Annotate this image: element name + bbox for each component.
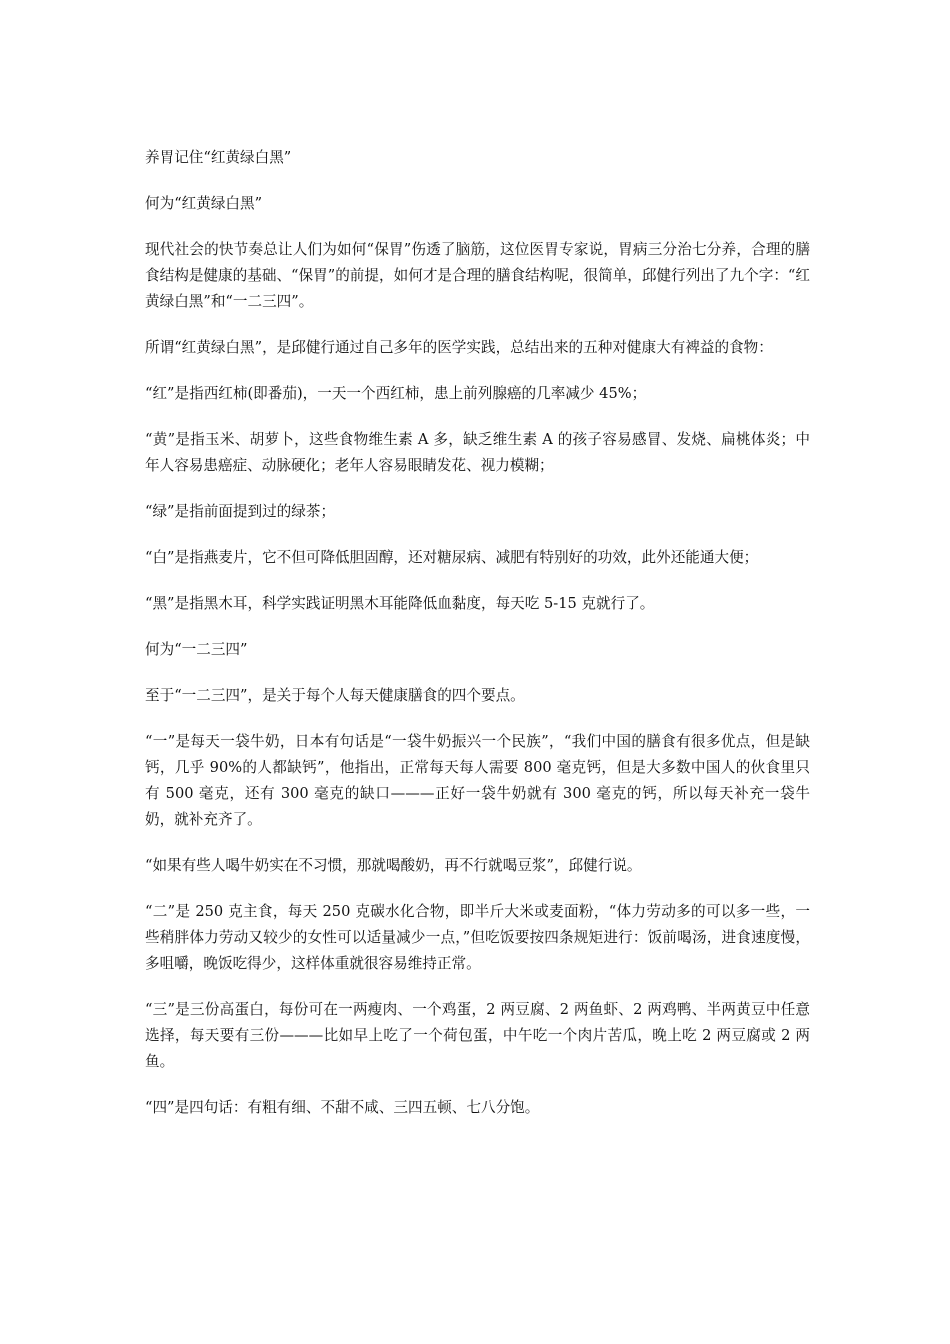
paragraph-milk-alternatives: “如果有些人喝牛奶实在不习惯，那就喝酸奶，再不行就喝豆浆”，邱健行说。 xyxy=(145,857,642,874)
paragraph-black: “黑”是指黑木耳，科学实践证明黑木耳能降低血黏度，每天吃 5-15 克就行了。 xyxy=(145,595,655,612)
paragraph-green: “绿”是指前面提到过的绿茶； xyxy=(145,503,336,520)
paragraph-yellow: “黄”是指玉米、胡萝卜，这些食物维生素 A 多，缺乏维生素 A 的孩子容易感冒、发烧、扁桃体炎；中年人容易患癌症、动脉硬化；老年人容易眼睛发花、视力模糊； xyxy=(145,431,810,474)
paragraph-three: “三”是三份高蛋白，每份可在一两瘦肉、一个鸡蛋，2 两豆腐、2 两鱼虾、2 两鸡鸭、半两黄豆中任意选择，每天要有三份———比如早上吃了一个荷包蛋，中午吃一个肉片苦瓜，晚上吃 2 两豆腐或 2 两鱼。 xyxy=(145,1001,810,1070)
paragraph-four-points: 至于“一二三四”，是关于每个人每天健康膳食的四个要点。 xyxy=(145,687,525,704)
section-heading-red-yellow-green-white-black: 何为“红黄绿白黑” xyxy=(145,195,263,212)
paragraph-one: “一”是每天一袋牛奶，日本有句话是“一袋牛奶振兴一个民族”，“我们中国的膳食有很多优点，但是缺钙，几乎 90%的人都缺钙”，他指出，正常每天每人需要 800 毫克钙，但是大多数中国人的伙食里只有 500 毫克，还有 300 毫克的缺口———正好一袋牛奶就有 300 毫克的钙，所以每天补充一袋牛奶，就补充齐了。 xyxy=(145,733,810,828)
document-body xyxy=(145,145,810,1141)
paragraph-intro: 现代社会的快节奏总让人们为如何“保胃”伤透了脑筋，这位医胃专家说，胃病三分治七分养，合理的膳食结构是健康的基础、“保胃”的前提，如何才是合理的膳食结构呢，很简单，邱健行列出了九个字：“红黄绿白黑”和“一二三四”。 xyxy=(145,241,810,310)
paragraph-four: “四”是四句话：有粗有细、不甜不咸、三四五顿、七八分饱。 xyxy=(145,1099,540,1116)
document-title: 养胃记住“红黄绿白黑” xyxy=(145,149,292,166)
paragraph-two: “二”是 250 克主食，每天 250 克碳水化合物，即半斤大米或麦面粉，“体力劳动多的可以多一些，一些稍胖体力劳动又较少的女性可以适量减少一点，”但吃饭要按四条规矩进行：饭前喝汤，进食速度慢，多咀嚼，晚饭吃得少，这样体重就很容易维持正常。 xyxy=(145,903,810,972)
section-heading-one-two-three-four: 何为“一二三四” xyxy=(145,641,248,658)
paragraph-five-foods: 所谓“红黄绿白黑”，是邱健行通过自己多年的医学实践，总结出来的五种对健康大有裨益的食物： xyxy=(145,339,773,356)
paragraph-red: “红”是指西红柿(即番茄)，一天一个西红柿，患上前列腺癌的几率减少 45%； xyxy=(145,385,647,402)
paragraph-white: “白”是指燕麦片，它不但可降低胆固醇，还对糖尿病、减肥有特别好的功效，此外还能通大便； xyxy=(145,549,759,566)
